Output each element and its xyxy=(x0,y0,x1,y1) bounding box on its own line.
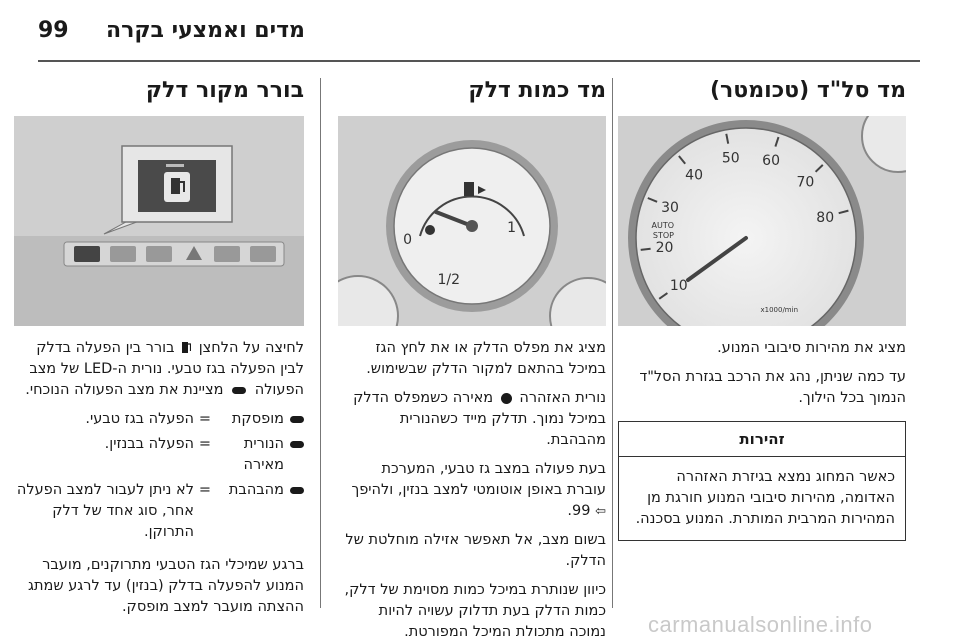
gauge-tick-label: 20 xyxy=(655,240,674,257)
page-number: 99 xyxy=(38,18,69,43)
list-item xyxy=(14,480,304,543)
warning-body: כאשר המחוג נמצא בגיזרת האזהרה האדומה, מהירות סיבובי המנוע חורגת מן המהירות המרבית המותרת. המנוע בסכנה. xyxy=(635,469,895,527)
led-term xyxy=(216,434,304,476)
gauge-tick-label: 80 xyxy=(816,209,835,226)
gauge-tick-label: 30 xyxy=(661,200,679,217)
led-indicator-icon xyxy=(232,387,246,394)
fuel-warning-icon xyxy=(501,393,512,404)
tachometer-section xyxy=(618,78,906,541)
gauge-tick-label: 60 xyxy=(762,153,781,169)
gauge-tick-label: 10 xyxy=(669,278,688,294)
led-term-label: הנורית מאירה xyxy=(243,436,284,473)
fuel-gauge-para-3-text: בעת פעולה במצב גז טבעי, המערכת עוברת באופן אוטומטי למצב בנזין, ולהיפך xyxy=(351,461,606,498)
fuel-scale-half: 1/2 xyxy=(437,272,460,288)
led-indicator-icon xyxy=(290,487,304,494)
gauge-tick-label: 70 xyxy=(796,174,815,191)
fuel-gauge-para-1: מציג את מפלס הדלק או את לחץ הגז במיכל בהתאם למקור הדלק שבשימוש. xyxy=(366,340,606,377)
fuel-gauge-para-2-end: מאירה כשמפלס הדלק במיכל נמוך. תדלק מייד כשהנורית מהבהבת. xyxy=(353,390,606,448)
fuel-gauge-figure xyxy=(338,116,606,326)
warning-title: זהירות xyxy=(619,422,905,457)
fuel-gauge-para-5: כיוון שנותרת במיכל כמות מסוימת של דלק, כמות הדלק בעת תדלוק עשויה להיות נמוכה מתכולת המיכל המפורטת. xyxy=(344,582,606,640)
header-rule xyxy=(38,60,920,62)
led-description: הפעלה בגז טבעי. xyxy=(85,411,194,427)
tachometer-heading-main: מד סל"ד xyxy=(816,78,906,103)
fuel-scale-empty: 0 xyxy=(403,232,412,248)
fuel-selector-figure xyxy=(14,116,304,326)
list-item xyxy=(14,409,304,430)
led-term xyxy=(216,409,304,430)
gauge-label-stop: STOP xyxy=(652,231,674,240)
tachometer-para-1: מציג את מהירות סיבובי המנוע. xyxy=(717,340,906,356)
gauge-tick-mark xyxy=(641,249,651,250)
fuel-gauge-para-2 xyxy=(338,388,606,451)
led-description: הפעלה בבנזין. xyxy=(104,436,194,452)
fuel-gauge-para-4: בשום מצב, אל תאפשר אזילה מוחלטת של הדלק. xyxy=(345,532,606,569)
fuel-selector-heading: בורר מקור דלק xyxy=(145,78,304,103)
list-item xyxy=(14,434,304,476)
watermark: carmanualsonline.info xyxy=(648,612,873,637)
led-description: לא ניתן לעבור למצב הפעלה אחר, סוג אחד של דלק התרוקן. xyxy=(16,482,194,540)
tachometer-heading-suffix: (טכומטר) xyxy=(709,78,810,103)
fuel-selector-para-1 xyxy=(14,338,304,401)
fuel-scale-full: 1 xyxy=(507,220,516,236)
led-term-label: מהבהבת xyxy=(228,482,284,498)
column-divider-right xyxy=(612,78,613,608)
fuel-selector-para-1-end: מציינת את מצב הפעולה הנוכחי. xyxy=(25,382,224,398)
fuel-gauge-heading: מד כמות דלק xyxy=(468,78,606,103)
equals-sign: = xyxy=(198,436,212,452)
fuel-selector-para-1-start: לחיצה על הלחצן xyxy=(198,340,304,356)
equals-sign: = xyxy=(198,411,212,427)
fuel-selector-para-2: ברגע שמיכלי הגז הטבעי מתרוקנים, מועבר המנוע להפעלה בדלק (בנזין) עד לרגע שמתג ההצתה מועבר למצב מופסק. xyxy=(27,557,304,615)
fuel-selector-button xyxy=(74,246,100,262)
page-reference-number: 99 xyxy=(572,503,591,519)
led-status-list xyxy=(14,409,304,543)
page-reference-arrow-icon: ⇦ xyxy=(595,504,606,519)
led-term-label: מופסקת xyxy=(231,411,284,427)
fuel-warning-lamp xyxy=(425,225,435,235)
tachometer-illustration xyxy=(618,116,906,326)
fuel-selector-section xyxy=(14,78,304,618)
gauge-tick-label: 50 xyxy=(721,150,740,167)
gauge-label-auto: AUTO xyxy=(651,221,674,230)
column-divider-left xyxy=(320,78,321,608)
tachometer-para-2: עד כמה שניתן, נהג את הרכב בגזרת הסל"ד הנמוך בכל הילוך. xyxy=(639,369,906,406)
gauge-tick-label: 40 xyxy=(685,167,704,184)
warning-box xyxy=(618,421,906,541)
fuel-pump-icon xyxy=(182,341,191,353)
fuel-gauge-illustration xyxy=(338,116,606,326)
led-indicator-icon xyxy=(290,416,304,423)
fuel-gauge-section xyxy=(338,78,606,642)
page-title: מדים ואמצעי בקרה xyxy=(106,18,305,43)
page-header xyxy=(38,18,920,52)
fuel-selector-para-1-middle: בורר בין הפעלה בדלק לבין הפעלה בגז טבעי. נורית ה-LED של מצב הפעולה xyxy=(29,340,304,398)
tachometer-figure xyxy=(618,116,906,326)
fuel-gauge-para-2-start: נורית האזהרה xyxy=(519,390,606,406)
led-term xyxy=(216,480,304,501)
tachometer-heading xyxy=(618,78,906,106)
gauge-label-rpm: x1000/min xyxy=(760,306,798,314)
equals-sign: = xyxy=(198,482,212,498)
fuel-gauge-para-3: בעת פעולה במצב גז טבעי, המערכת עוברת באופן אוטומטי למצב בנזין, ולהיפך ⇦ 99. xyxy=(351,461,606,519)
fuel-selector-illustration xyxy=(14,116,304,326)
led-indicator-icon xyxy=(290,441,304,448)
